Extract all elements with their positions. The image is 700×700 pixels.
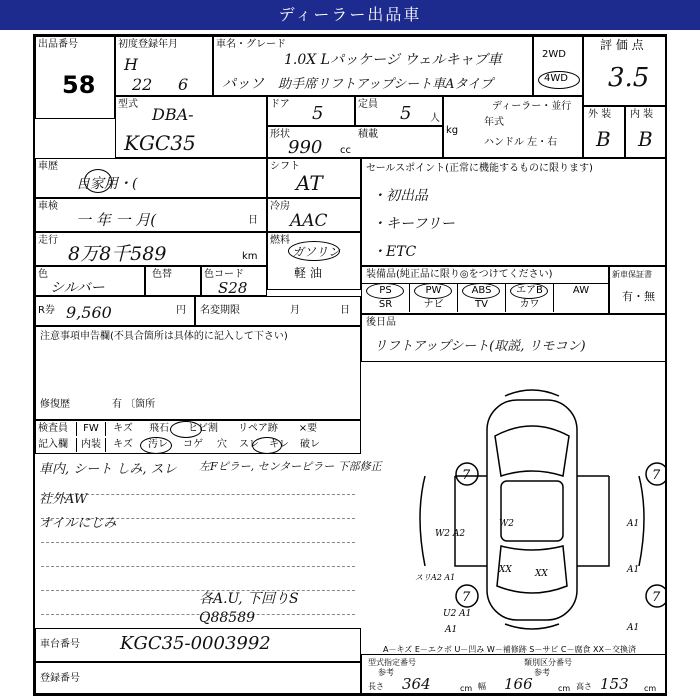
inspect-scratch: キズ xyxy=(113,423,133,434)
dealer-label: ディーラー・並行 xyxy=(492,101,572,112)
equip-tv: TV xyxy=(458,298,506,312)
notes-label: 注意事項申告欄(不具合箇所は具体的に記入して下さい) xyxy=(40,331,288,342)
first-reg-year: 22 xyxy=(132,75,153,94)
type-cell xyxy=(115,96,267,158)
first-reg-cell xyxy=(115,36,213,96)
inspect-fw: FW xyxy=(76,422,106,436)
aftermarket-label: 後日品 xyxy=(366,317,396,328)
notes-lines-area xyxy=(35,454,382,628)
repair-value: 有 〔箇所 xyxy=(112,399,156,410)
int-value: B xyxy=(638,127,653,151)
new-car-value: 有・無 xyxy=(622,290,655,303)
model-line1: 1.0X Lパッケージ ウェルキャブ車 xyxy=(284,52,502,68)
color-code-cell xyxy=(201,266,267,296)
rear-bumper xyxy=(505,624,559,629)
aftermarket-cell xyxy=(361,314,667,362)
inspect-chip: 飛石 xyxy=(149,423,169,434)
color-change-cell xyxy=(145,266,201,296)
equip-ps-circle xyxy=(366,283,404,299)
inspect-row-2 xyxy=(76,438,326,452)
shape-label: 形状 xyxy=(270,129,290,140)
left-door-profile xyxy=(420,476,425,566)
ext-cell xyxy=(583,106,625,158)
inspect-i-cut: キレ xyxy=(269,439,289,450)
recycle-unit: 円 xyxy=(176,305,186,316)
equip-label: 装備品(純正品に限り◎をつけてください) xyxy=(366,269,553,280)
grade-value: 3.5 xyxy=(608,63,650,93)
inspect-row-1 xyxy=(76,422,328,436)
inspect-cell xyxy=(35,420,361,454)
type-value2: KGC35 xyxy=(124,131,196,155)
notes-cell xyxy=(35,326,361,420)
handle-label: ハンドル 左・右 xyxy=(484,137,558,148)
doors-cell xyxy=(267,96,355,126)
fuel-value1: ガソリン xyxy=(292,245,341,259)
note-line-2: 社外AW xyxy=(39,492,88,507)
color-label: 色 xyxy=(38,269,48,280)
windshield xyxy=(495,426,569,476)
sales-cell xyxy=(361,158,667,266)
inspect-need: ×要 xyxy=(298,423,318,434)
sales-item-1: ・初出品 xyxy=(372,188,428,204)
cc-unit: cc xyxy=(340,145,351,156)
mark-w2: W2 xyxy=(499,519,514,529)
kg-unit: kg xyxy=(446,125,459,136)
aircon-value: AAC xyxy=(290,211,328,231)
equip-airbag-circle xyxy=(510,283,548,299)
equip-leather: カワ xyxy=(506,298,554,312)
color-code-label: 色コード xyxy=(204,269,244,280)
mark-u2-a1: U2 A1 xyxy=(443,609,472,619)
inspect-wear-circle xyxy=(252,437,282,454)
mark-w2-a2: W2 A2 xyxy=(435,529,466,539)
lot-cell xyxy=(35,36,115,119)
dims-h: 153 xyxy=(600,675,629,693)
capacity-cell xyxy=(355,96,443,126)
sales-label: セールスポイント(正常に機能するものに限ります) xyxy=(366,163,593,174)
cc-cell xyxy=(267,126,443,158)
first-reg-label: 初度登録年月 xyxy=(118,39,178,50)
inspect-i-dirt: 汚レ xyxy=(148,439,168,450)
recycle-label: R券 xyxy=(38,305,55,316)
recycle-value: 9,560 xyxy=(66,303,112,322)
name-change-month: 月 xyxy=(290,305,300,316)
color-value: シルバー xyxy=(50,280,105,296)
spec-cell xyxy=(361,654,667,694)
fuel-value2: 軽 油 xyxy=(294,266,322,280)
history-label: 車歴 xyxy=(38,161,58,172)
equip-ps: PS xyxy=(362,284,410,298)
mark-suri: スリA2 A1 xyxy=(415,573,456,582)
history-cell xyxy=(35,158,267,198)
equip-pw-circle xyxy=(414,283,452,299)
recycle-cell xyxy=(35,296,195,326)
inspect-i-wear: スレ xyxy=(239,439,259,450)
equip-sr: SR xyxy=(362,298,410,312)
inspection-label: 車検 xyxy=(38,201,58,212)
shift-cell xyxy=(267,158,361,198)
inspect-crack: ヒビ割 xyxy=(188,423,218,434)
inspect-chip-circle xyxy=(170,421,202,438)
mileage-label: 走行 xyxy=(38,235,58,246)
name-change-day: 日 xyxy=(340,305,350,316)
inspect-i-scratch: キズ xyxy=(113,439,133,450)
equip-pw: PW xyxy=(410,284,458,298)
grade-cell xyxy=(583,36,667,106)
ext-label: 外 装 xyxy=(588,109,612,120)
type-value: DBA- xyxy=(152,105,194,124)
inspect-i-burn: コゲ xyxy=(183,439,203,450)
tire-rl-mark: 7 xyxy=(462,590,471,605)
dims-unit-h: cm xyxy=(644,684,657,693)
inspection-cell xyxy=(35,198,267,232)
mark-xx-1: XX xyxy=(499,565,512,575)
shift-value: AT xyxy=(296,171,323,195)
inspect-i-tear: 破レ xyxy=(300,439,320,450)
right-door-profile xyxy=(639,476,644,566)
dims-unit-l: cm xyxy=(460,684,473,693)
ext-value: B xyxy=(596,127,611,151)
dealer-cell xyxy=(443,96,583,158)
dims-w: 166 xyxy=(504,675,533,693)
spec-label-3: 類別区分番号 xyxy=(524,658,572,667)
sales-item-3: ・ETC xyxy=(372,244,417,260)
dims-label-h: 高さ xyxy=(576,682,592,691)
inspect-interior: 内装 xyxy=(76,438,106,452)
fuel-label: 燃料 xyxy=(270,235,290,246)
dims-l: 364 xyxy=(402,675,431,693)
plate-label: 登録番号 xyxy=(40,673,80,684)
equip-navi: ナビ xyxy=(410,298,458,312)
mark-xx-2: XX xyxy=(535,569,548,579)
history-value: 自家用・( xyxy=(76,176,138,192)
chassis-label: 車台番号 xyxy=(40,639,80,650)
model-prefix: パッソ xyxy=(222,76,264,92)
equip-abs-circle xyxy=(462,283,500,299)
doors-value: 5 xyxy=(312,103,324,124)
color-change-label: 色替 xyxy=(152,269,172,280)
front-bumper xyxy=(505,390,559,396)
dims-unit-w: cm xyxy=(558,684,571,693)
doors-label: ドア xyxy=(270,99,290,110)
chassis-value: KGC35-0003992 xyxy=(120,633,271,654)
note-right: 左Fピラー, センターピラー 下部修正 xyxy=(199,460,382,473)
first-reg-month: 6 xyxy=(178,75,189,94)
inspector-label: 検査員 xyxy=(38,423,68,434)
type-label: 型式 xyxy=(118,99,138,110)
equip-cell xyxy=(361,266,609,314)
plate-cell xyxy=(35,662,361,694)
grade-label: 評 価 点 xyxy=(600,38,644,52)
left-side xyxy=(455,476,487,566)
year-label: 年式 xyxy=(484,117,504,128)
roof xyxy=(501,481,563,541)
first-reg-era: H xyxy=(124,55,138,74)
model-cell xyxy=(213,36,533,96)
drive-cell xyxy=(533,36,583,96)
dims-label-w: 幅 xyxy=(478,682,486,691)
header-title: ディーラー出品車 xyxy=(278,5,422,24)
mileage-unit: km xyxy=(242,251,258,262)
sales-item-2: ・キーフリー xyxy=(372,216,455,232)
writer-label: 記入欄 xyxy=(38,439,68,450)
name-change-cell xyxy=(195,296,361,326)
mileage-value: 8万8千589 xyxy=(68,243,167,265)
mark-a1-a: A1 xyxy=(627,519,640,529)
page-header xyxy=(0,0,700,30)
model-line2: 助手席リフトアップシート車Aタイプ xyxy=(278,77,493,92)
cc-value: 990 xyxy=(288,137,323,158)
repair-label: 修復歴 xyxy=(40,399,70,410)
note-bottom-2: Q88589 xyxy=(199,610,256,626)
drive-4wd: 4WD xyxy=(544,73,568,84)
inspect-dirt-circle xyxy=(140,437,172,454)
fuel-cell xyxy=(267,232,361,290)
mark-a1-c: A1 xyxy=(627,623,640,633)
tire-fr-mark: 7 xyxy=(652,468,661,483)
chassis-cell xyxy=(35,628,361,662)
inspect-repair: リペア跡 xyxy=(238,423,278,434)
tire-fl-mark: 7 xyxy=(462,468,471,483)
inspection-value: 一 年 一 月( xyxy=(76,211,157,229)
equip-airbag: エアB xyxy=(506,284,554,298)
capacity-unit: 人 xyxy=(430,113,440,124)
lot-number: 58 xyxy=(62,71,96,99)
legend: A－キズ E－エクボ U－凹み W－補修跡 S－サビ C－腐食 XX－交換済 xyxy=(383,645,637,654)
dims-label-l: 長さ xyxy=(368,682,384,691)
capacity-value: 5 xyxy=(400,103,412,124)
spec-label-2: 参考 xyxy=(378,668,394,677)
note-line-3: オイルにじみ xyxy=(39,516,117,531)
aircon-label: 冷房 xyxy=(270,201,290,212)
tire-rr-mark: 7 xyxy=(652,590,661,605)
cc-label: 積載 xyxy=(358,129,378,140)
int-label: 内 装 xyxy=(630,109,654,120)
name-change-label: 名変期限 xyxy=(200,305,240,316)
mark-a1-d: A1 xyxy=(445,625,458,635)
aircon-cell xyxy=(267,198,361,232)
auction-sheet xyxy=(33,34,667,696)
inspection-day: 日 xyxy=(248,215,258,226)
equip-aw: AW xyxy=(572,285,590,296)
model-label: 車名・グレード xyxy=(216,39,286,50)
color-cell xyxy=(35,266,145,296)
equip-abs: ABS xyxy=(458,284,506,298)
new-car-cell xyxy=(609,266,667,314)
shift-label: シフト xyxy=(270,161,300,172)
right-side xyxy=(577,476,609,566)
car-damage-diagram xyxy=(395,366,667,636)
spec-label-4: 参考 xyxy=(534,668,550,677)
lot-label: 出品番号 xyxy=(38,39,78,50)
int-cell xyxy=(625,106,667,158)
new-car-label: 新車保証書 xyxy=(612,270,652,279)
note-line-1: 車内, シート しみ, スレ xyxy=(39,462,177,477)
drive-2wd: 2WD xyxy=(542,49,566,60)
mileage-cell xyxy=(35,232,267,266)
equip-row-2 xyxy=(362,298,608,312)
inspect-i-hole: 穴 xyxy=(217,439,227,450)
spec-label-1: 型式指定番号 xyxy=(368,658,416,667)
color-code-value: S28 xyxy=(218,279,248,297)
capacity-label: 定員 xyxy=(358,99,378,110)
note-bottom-1: 各A.U, 下回りS xyxy=(199,591,299,607)
mark-a1-b: A1 xyxy=(627,565,640,575)
aftermarket-value: リフトアップシート(取説, リモコン) xyxy=(374,339,586,354)
